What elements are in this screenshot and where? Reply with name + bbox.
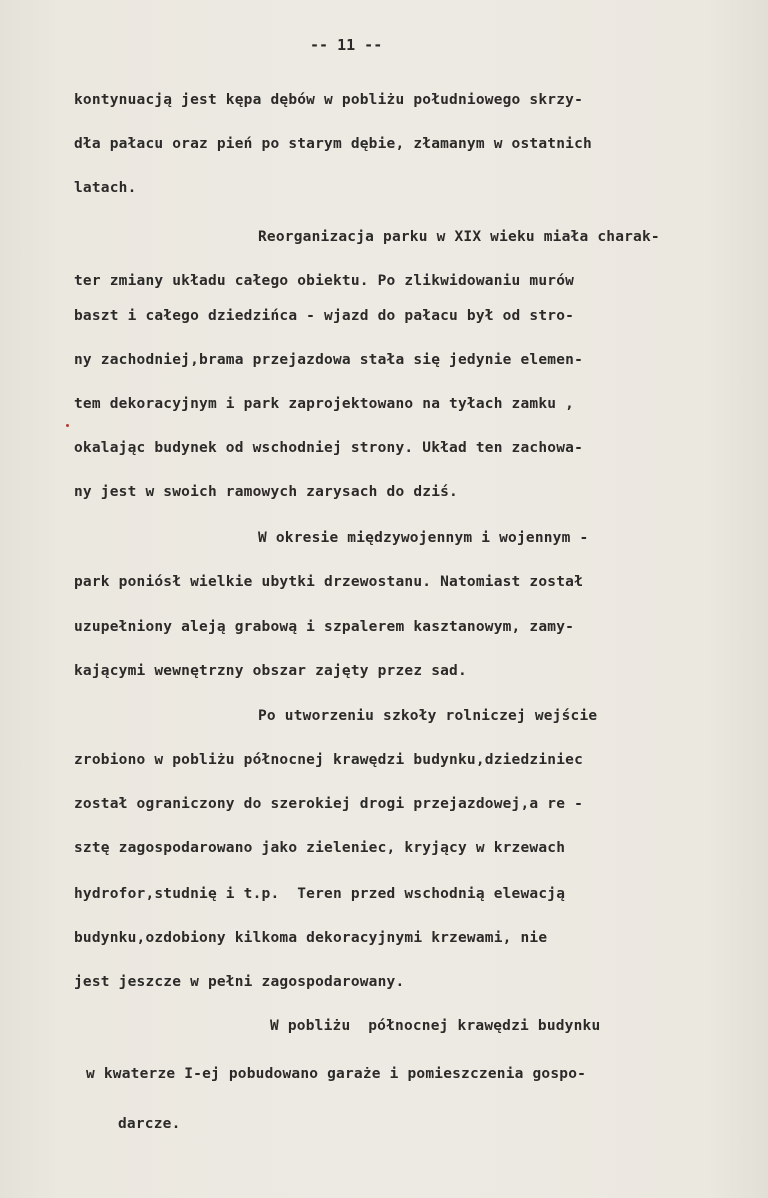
text-line: baszt i całego dziedzińca - wjazd do pałacu był od stro- (74, 308, 575, 324)
text-line: ter zmiany układu całego obiektu. Po zlikwidowaniu murów (74, 273, 575, 289)
page-number: -- 11 -- (310, 36, 383, 54)
ink-mark (66, 424, 69, 427)
text-line: okalając budynek od wschodniej strony. Układ ten zachowa- (74, 440, 583, 456)
text-line: ny jest w swoich ramowych zarysach do dziś. (74, 484, 458, 500)
text-line: hydrofor,studnię i t.p. Teren przed wschodnią elewacją (74, 886, 566, 902)
text-line: dła pałacu oraz pień po starym dębie, złamanym w ostatnich (74, 136, 592, 152)
text-line: park poniósł wielkie ubytki drzewostanu. Natomiast został (74, 574, 583, 590)
text-line: budynku,ozdobiony kilkoma dekoracyjnymi krzewami, nie (74, 930, 548, 946)
text-line: kontynuacją jest kępa dębów w pobliżu południowego skrzy- (74, 92, 583, 108)
text-line: Reorganizacja parku w XIX wieku miała charak- (258, 229, 660, 245)
text-line: zrobiono w pobliżu północnej krawędzi budynku,dziedziniec (74, 752, 583, 768)
text-line: W okresie międzywojennym i wojennym - (258, 530, 589, 546)
text-line: jest jeszcze w pełni zagospodarowany. (74, 974, 405, 990)
text-line: kającymi wewnętrzny obszar zajęty przez sad. (74, 663, 467, 679)
text-line: darcze. (118, 1116, 181, 1132)
text-line: sztę zagospodarowano jako zieleniec, kryjący w krzewach (74, 840, 566, 856)
text-line: uzupełniony aleją grabową i szpalerem kasztanowym, zamy- (74, 619, 575, 635)
text-line: W pobliżu północnej krawędzi budynku (270, 1018, 601, 1034)
text-line: Po utworzeniu szkoły rolniczej wejście (258, 708, 598, 724)
text-line: latach. (74, 180, 137, 196)
text-line: tem dekoracyjnym i park zaprojektowano na tyłach zamku , (74, 396, 575, 412)
text-line: ny zachodniej,brama przejazdowa stała się jedynie elemen- (74, 352, 583, 368)
text-line: został ograniczony do szerokiej drogi przejazdowej,a re - (74, 796, 583, 812)
text-line: w kwaterze I-ej pobudowano garaże i pomieszczenia gospo- (86, 1066, 587, 1082)
